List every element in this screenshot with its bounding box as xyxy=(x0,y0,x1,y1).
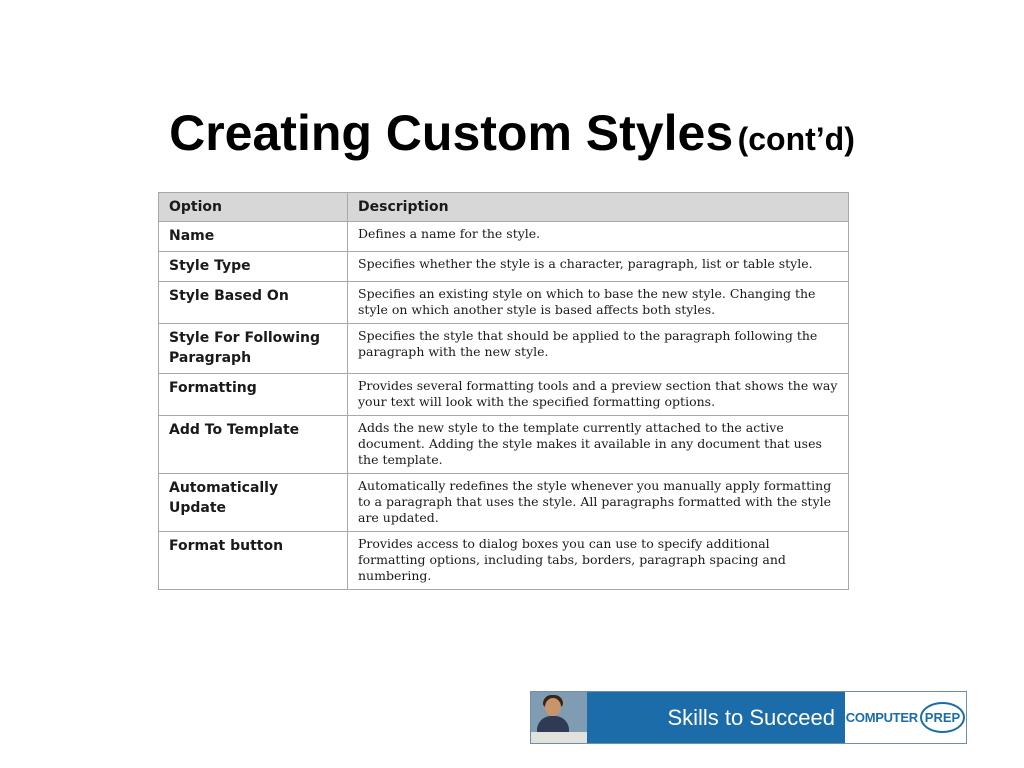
option-cell: Add To Template xyxy=(159,416,348,474)
description-cell: Automatically redefines the style whenever you manually apply formatting to a paragraph that uses the style. All paragraphs formatted with the style are updated. xyxy=(348,474,849,532)
slide-title-subtitle: (cont’d) xyxy=(737,121,855,157)
option-cell: Name xyxy=(159,222,348,252)
option-cell: Style Based On xyxy=(159,282,348,324)
header-description: Description xyxy=(348,193,849,222)
computerprep-logo xyxy=(845,692,966,743)
slide-title-main: Creating Custom Styles xyxy=(169,105,734,161)
description-cell: Provides access to dialog boxes you can use to specify additional formatting options, including tabs, borders, paragraph spacing and numbering. xyxy=(348,532,849,590)
option-cell: Automatically Update xyxy=(159,474,348,532)
option-cell: Style For Following Paragraph xyxy=(159,324,348,374)
table-row xyxy=(159,416,849,474)
table-row xyxy=(159,282,849,324)
option-cell: Format button xyxy=(159,532,348,590)
table-header-row xyxy=(159,193,849,222)
description-cell: Defines a name for the style. xyxy=(348,222,849,252)
banner-tagline: Skills to Succeed xyxy=(587,692,845,743)
logo-word-prep: PREP xyxy=(920,702,965,733)
logo-word-computer: COMPUTER xyxy=(845,710,918,725)
header-option: Option xyxy=(159,193,348,222)
table-row xyxy=(159,252,849,282)
description-cell: Adds the new style to the template currently attached to the active document. Adding the style makes it available in any document that uses the template. xyxy=(348,416,849,474)
banner-photo xyxy=(531,692,587,743)
table-row xyxy=(159,222,849,252)
description-cell: Provides several formatting tools and a preview section that shows the way your text will look with the specified formatting options. xyxy=(348,374,849,416)
slide-title xyxy=(0,104,1024,162)
table-row xyxy=(159,374,849,416)
table-row xyxy=(159,532,849,590)
description-cell: Specifies an existing style on which to base the new style. Changing the style on which another style is based affects both styles. xyxy=(348,282,849,324)
option-cell: Formatting xyxy=(159,374,348,416)
description-cell: Specifies whether the style is a character, paragraph, list or table style. xyxy=(348,252,849,282)
table-row xyxy=(159,474,849,532)
branding-banner xyxy=(530,691,967,744)
table-row xyxy=(159,324,849,374)
options-table xyxy=(158,192,849,590)
description-cell: Specifies the style that should be applied to the paragraph following the paragraph with the new style. xyxy=(348,324,849,374)
option-cell: Style Type xyxy=(159,252,348,282)
